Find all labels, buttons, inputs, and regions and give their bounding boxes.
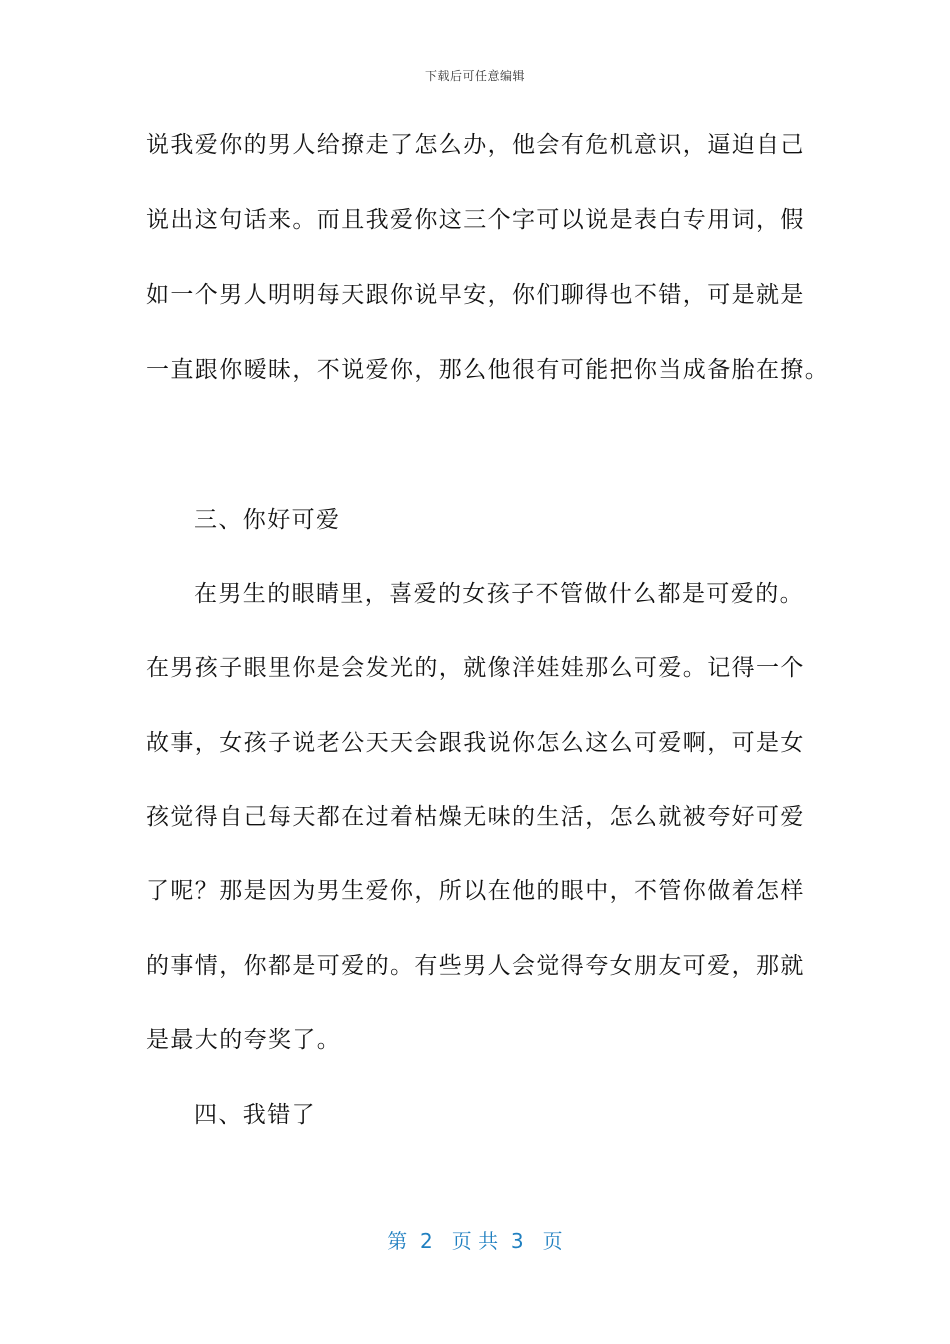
body-line: 一直跟你暧昧，不说爱你，那么他很有可能把你当成备胎在撩。 <box>146 357 830 383</box>
body-line: 在男生的眼睛里，喜爱的女孩子不管做什么都是可爱的。 <box>194 581 804 607</box>
page-footer: 第 2 页 共 3 页 <box>387 1229 563 1253</box>
body-line: 孩觉得自己每天都在过着枯燥无味的生活，怎么就被夸好可爱 <box>146 804 805 830</box>
body-line: 说我爱你的男人给撩走了怎么办，他会有危机意识，逼迫自己 <box>146 132 805 158</box>
body-line: 故事，女孩子说老公天天会跟我说你怎么这么可爱啊，可是女 <box>146 730 805 756</box>
page-header: 下载后可任意编辑 <box>424 69 525 83</box>
body-line: 是最大的夸奖了。 <box>146 1027 342 1053</box>
section-heading-3: 三、你好可爱 <box>194 507 341 533</box>
body-line: 如一个男人明明每天跟你说早安，你们聊得也不错，可是就是 <box>146 282 805 308</box>
section-heading-4: 四、我错了 <box>194 1102 316 1128</box>
body-line: 在男孩子眼里你是会发光的，就像洋娃娃那么可爱。记得一个 <box>146 655 805 681</box>
body-line: 的事情，你都是可爱的。有些男人会觉得夸女朋友可爱，那就 <box>146 953 805 979</box>
body-line: 了呢？那是因为男生爱你，所以在他的眼中，不管你做着怎样 <box>146 878 805 904</box>
body-line: 说出这句话来。而且我爱你这三个字可以说是表白专用词，假 <box>146 207 805 233</box>
